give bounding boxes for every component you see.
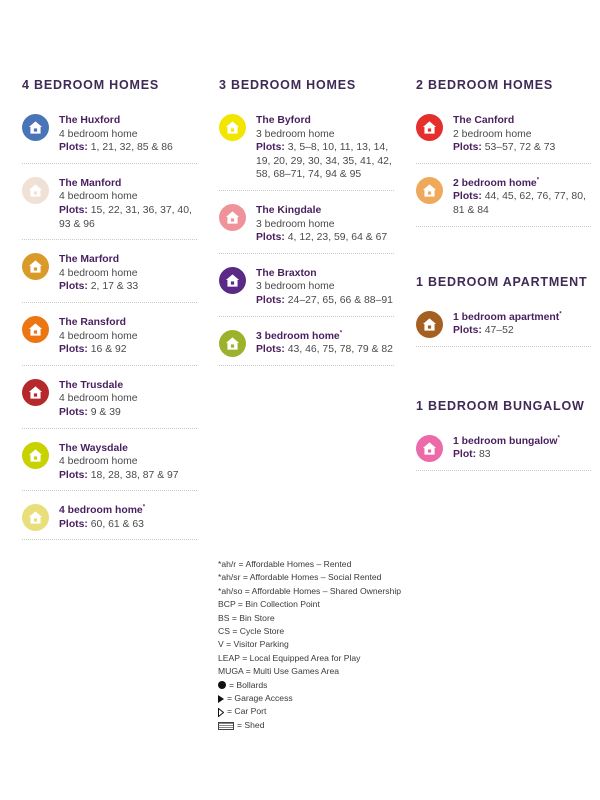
plots-value: 44, 45, 62, 76, 77, 80, 81 & 84 bbox=[453, 191, 586, 216]
home-type: 3 bedroom home bbox=[256, 218, 335, 230]
legend-text: = Bollards bbox=[229, 679, 268, 690]
house-icon-badge bbox=[416, 311, 443, 338]
house-icon bbox=[28, 183, 43, 198]
plots-line bbox=[453, 190, 591, 217]
plots-line bbox=[453, 141, 591, 155]
house-icon bbox=[225, 210, 240, 225]
plots-label: Plots: bbox=[453, 325, 482, 337]
plots-label: Plot: bbox=[453, 449, 477, 461]
shed-symbol bbox=[218, 722, 234, 730]
home-type-text bbox=[256, 114, 394, 182]
home-type-text bbox=[256, 267, 394, 308]
house-icon bbox=[28, 120, 43, 135]
plots-value: 2, 17 & 33 bbox=[90, 281, 139, 293]
home-type-item bbox=[416, 177, 591, 227]
plots-label: Plots: bbox=[59, 344, 88, 356]
house-icon-badge bbox=[22, 114, 49, 141]
home-type-item bbox=[22, 379, 197, 429]
legend-row bbox=[218, 705, 401, 718]
legend-row bbox=[218, 585, 401, 598]
house-icon-badge bbox=[22, 177, 49, 204]
legend-text: BS = Bin Store bbox=[218, 612, 275, 623]
plots-line bbox=[59, 406, 197, 420]
plots-value: 9 & 39 bbox=[90, 406, 121, 418]
house-icon bbox=[28, 385, 43, 400]
legend-text: = Car Port bbox=[227, 706, 267, 717]
home-name-label: The Braxton bbox=[256, 267, 317, 279]
home-name-label: The Huxford bbox=[59, 115, 121, 126]
home-type-item bbox=[22, 177, 197, 240]
legend-text: = Shed bbox=[237, 719, 265, 730]
legend-text: BCP = Bin Collection Point bbox=[218, 599, 320, 610]
house-icon-badge bbox=[22, 442, 49, 469]
home-type-text bbox=[59, 316, 197, 357]
section-1-bedroom-bungalow bbox=[416, 399, 591, 471]
legend-row bbox=[218, 679, 401, 692]
item-list bbox=[22, 114, 197, 540]
legend-row bbox=[218, 665, 401, 678]
house-icon-badge bbox=[219, 267, 246, 294]
house-icon-badge bbox=[219, 114, 246, 141]
home-type: 4 bedroom home bbox=[59, 267, 138, 279]
house-icon-badge bbox=[22, 504, 49, 531]
item-list bbox=[416, 311, 591, 347]
legend-row bbox=[218, 652, 401, 665]
legend-row bbox=[218, 598, 401, 611]
item-list bbox=[416, 114, 591, 227]
home-name bbox=[59, 316, 197, 330]
plots-label: Plots: bbox=[59, 281, 88, 293]
plots-line bbox=[256, 231, 394, 245]
legend-text: CS = Cycle Store bbox=[218, 626, 285, 637]
legend-text: LEAP = Local Equipped Area for Play bbox=[218, 652, 361, 663]
house-icon-badge bbox=[416, 435, 443, 462]
item-list bbox=[219, 114, 394, 366]
plots-line bbox=[59, 280, 197, 294]
house-icon bbox=[225, 273, 240, 288]
home-type-text bbox=[59, 504, 197, 531]
footnote-marker: * bbox=[142, 504, 146, 511]
house-icon bbox=[28, 448, 43, 463]
garage-symbol bbox=[218, 695, 224, 703]
house-icon-badge bbox=[416, 114, 443, 141]
home-name-label: The Waysdale bbox=[59, 442, 128, 454]
home-type-text bbox=[256, 330, 394, 357]
column-2-bedroom bbox=[416, 78, 591, 484]
home-type-text bbox=[453, 177, 591, 218]
carport-symbol bbox=[218, 708, 224, 717]
footnote-marker: * bbox=[536, 177, 540, 184]
home-name-label: The Manford bbox=[59, 177, 122, 189]
section-title: 3 BEDROOM HOMES bbox=[219, 78, 357, 92]
home-type-item bbox=[22, 504, 197, 540]
home-name-label: The Byford bbox=[256, 115, 311, 126]
home-type-text bbox=[453, 435, 591, 462]
house-icon-badge bbox=[219, 330, 246, 357]
home-name bbox=[453, 311, 591, 325]
house-icon bbox=[422, 120, 437, 135]
home-type: 4 bedroom home bbox=[59, 128, 138, 140]
home-type: 4 bedroom home bbox=[59, 393, 138, 405]
plots-value: 16 & 92 bbox=[90, 344, 127, 356]
column-4-bedroom bbox=[22, 78, 197, 553]
plots-label: Plots: bbox=[59, 518, 88, 530]
legend-text: *ah/r = Affordable Homes – Rented bbox=[218, 559, 352, 569]
home-type-item bbox=[22, 253, 197, 303]
plots-value: 1, 21, 32, 85 & 86 bbox=[90, 142, 173, 154]
home-name bbox=[256, 204, 394, 218]
home-name-label: 1 bedroom bungalow bbox=[453, 435, 558, 447]
plots-value: 47–52 bbox=[484, 325, 514, 337]
legend-row bbox=[218, 719, 401, 732]
home-type-item bbox=[219, 204, 394, 254]
bollard-symbol bbox=[218, 681, 226, 689]
home-name bbox=[256, 330, 394, 344]
home-name-label: The Kingdale bbox=[256, 204, 322, 216]
plots-label: Plots: bbox=[59, 142, 88, 154]
plots-line bbox=[59, 469, 197, 483]
home-type: 4 bedroom home bbox=[59, 330, 138, 342]
house-icon bbox=[225, 120, 240, 135]
plots-value: 18, 28, 38, 87 & 97 bbox=[90, 469, 179, 481]
section-1-bedroom-apartment bbox=[416, 275, 591, 347]
plots-line bbox=[453, 324, 591, 338]
home-type: 3 bedroom home bbox=[256, 281, 335, 293]
plots-line bbox=[453, 448, 591, 462]
footnote-marker: * bbox=[557, 435, 560, 442]
legend-text: *ah/so = Affordable Homes – Shared Ownership bbox=[218, 585, 402, 596]
item-list bbox=[416, 435, 591, 471]
house-icon bbox=[422, 183, 437, 198]
legend bbox=[218, 558, 401, 732]
plots-label: Plots: bbox=[256, 232, 285, 244]
legend-text: V = Visitor Parking bbox=[218, 639, 289, 650]
home-type: 3 bedroom home bbox=[256, 128, 335, 140]
home-type-text bbox=[453, 311, 591, 338]
legend-text: = Garage Access bbox=[227, 693, 293, 704]
home-type: 4 bedroom home bbox=[59, 456, 138, 468]
home-type: 4 bedroom home bbox=[59, 191, 138, 203]
plots-value: 43, 46, 75, 78, 79 & 82 bbox=[287, 344, 393, 356]
home-type-item bbox=[416, 311, 591, 347]
house-icon bbox=[28, 322, 43, 337]
legend-text: *ah/sr = Affordable Homes – Social Rented bbox=[218, 572, 382, 583]
plots-line bbox=[256, 294, 394, 308]
section-title: 4 BEDROOM HOMES bbox=[22, 78, 160, 92]
plots-label: Plots: bbox=[59, 469, 88, 481]
column-3-bedroom bbox=[219, 78, 394, 379]
home-type-item bbox=[219, 114, 394, 191]
legend-row bbox=[218, 571, 401, 584]
plots-line bbox=[256, 343, 394, 357]
plots-value: 15, 22, 31, 36, 37, 40, 93 & 96 bbox=[59, 204, 192, 230]
home-name bbox=[453, 114, 591, 128]
plots-label: Plots: bbox=[453, 142, 482, 154]
plots-label: Plots: bbox=[59, 406, 88, 418]
house-icon-badge bbox=[22, 379, 49, 406]
house-icon bbox=[422, 441, 437, 456]
footnote-marker: * bbox=[559, 311, 562, 318]
home-name-label: 4 bedroom home bbox=[59, 505, 143, 517]
legend-row bbox=[218, 558, 401, 571]
home-type-item bbox=[219, 330, 394, 366]
home-name bbox=[59, 504, 197, 518]
home-type: 2 bedroom home bbox=[453, 128, 532, 140]
home-name bbox=[59, 442, 197, 456]
plots-value: 60, 61 & 63 bbox=[90, 518, 144, 530]
home-type-item bbox=[219, 267, 394, 317]
house-icon bbox=[422, 317, 437, 332]
plots-line bbox=[59, 518, 197, 532]
house-icon-badge bbox=[22, 253, 49, 280]
plots-line bbox=[59, 141, 197, 155]
plots-label: Plots: bbox=[256, 344, 285, 356]
home-name-label: 1 bedroom apartment bbox=[453, 311, 560, 323]
home-type-item bbox=[416, 435, 591, 471]
home-type-item bbox=[22, 316, 197, 366]
legend-row bbox=[218, 692, 401, 705]
plots-line bbox=[59, 204, 197, 231]
home-type-item bbox=[416, 114, 591, 164]
plots-label: Plots: bbox=[256, 142, 285, 154]
plots-label: Plots: bbox=[453, 191, 482, 203]
home-name-label: The Ransford bbox=[59, 316, 126, 328]
home-type-text bbox=[256, 204, 394, 245]
home-type-text bbox=[59, 177, 197, 231]
house-icon bbox=[225, 336, 240, 351]
home-name bbox=[256, 114, 394, 128]
section-title: 1 BEDROOM BUNGALOW bbox=[416, 398, 585, 413]
home-name-label: The Trusdale bbox=[59, 379, 124, 391]
plots-value: 3, 5–8, 10, 11, 13, 14, 19, 20, 29, 30, 34, 35, 41, 42, 58, 68–71, 74, 94 & 95 bbox=[256, 142, 392, 181]
home-name-label: 2 bedroom home bbox=[453, 177, 537, 189]
plots-value: 53–57, 72 & 73 bbox=[484, 142, 556, 154]
home-name bbox=[59, 253, 197, 267]
home-name bbox=[453, 435, 591, 449]
home-name-label: The Canford bbox=[453, 115, 515, 126]
home-name bbox=[59, 379, 197, 393]
plots-line bbox=[256, 141, 394, 182]
home-name-label: 3 bedroom home bbox=[256, 330, 340, 342]
legend-row bbox=[218, 625, 401, 638]
legend-row bbox=[218, 638, 401, 651]
section-title: 2 BEDROOM HOMES bbox=[416, 78, 554, 92]
home-name bbox=[453, 177, 591, 191]
home-type-text bbox=[59, 379, 197, 420]
section-title: 1 BEDROOM APARTMENT bbox=[416, 274, 588, 289]
home-name bbox=[256, 267, 394, 281]
house-icon-badge bbox=[219, 204, 246, 231]
legend-row bbox=[218, 612, 401, 625]
house-icon bbox=[28, 510, 43, 525]
home-type-item bbox=[22, 442, 197, 492]
home-type-text bbox=[59, 114, 197, 155]
house-icon-badge bbox=[416, 177, 443, 204]
plots-label: Plots: bbox=[256, 294, 285, 306]
home-type-text bbox=[59, 442, 197, 483]
plots-value: 4, 12, 23, 59, 64 & 67 bbox=[287, 232, 388, 244]
house-icon-badge bbox=[22, 316, 49, 343]
plots-value: 83 bbox=[478, 449, 491, 461]
plots-label: Plots: bbox=[59, 204, 88, 216]
house-icon bbox=[28, 259, 43, 274]
legend-text: MUGA = Multi Use Games Area bbox=[218, 666, 340, 677]
footnote-marker: * bbox=[339, 330, 343, 337]
plots-line bbox=[59, 343, 197, 357]
home-name bbox=[59, 177, 197, 191]
plots-value: 24–27, 65, 66 & 88–91 bbox=[287, 294, 393, 306]
home-name bbox=[59, 114, 197, 128]
home-type-text bbox=[59, 253, 197, 294]
home-type-item bbox=[22, 114, 197, 164]
home-name-label: The Marford bbox=[59, 254, 120, 266]
home-type-text bbox=[453, 114, 591, 155]
